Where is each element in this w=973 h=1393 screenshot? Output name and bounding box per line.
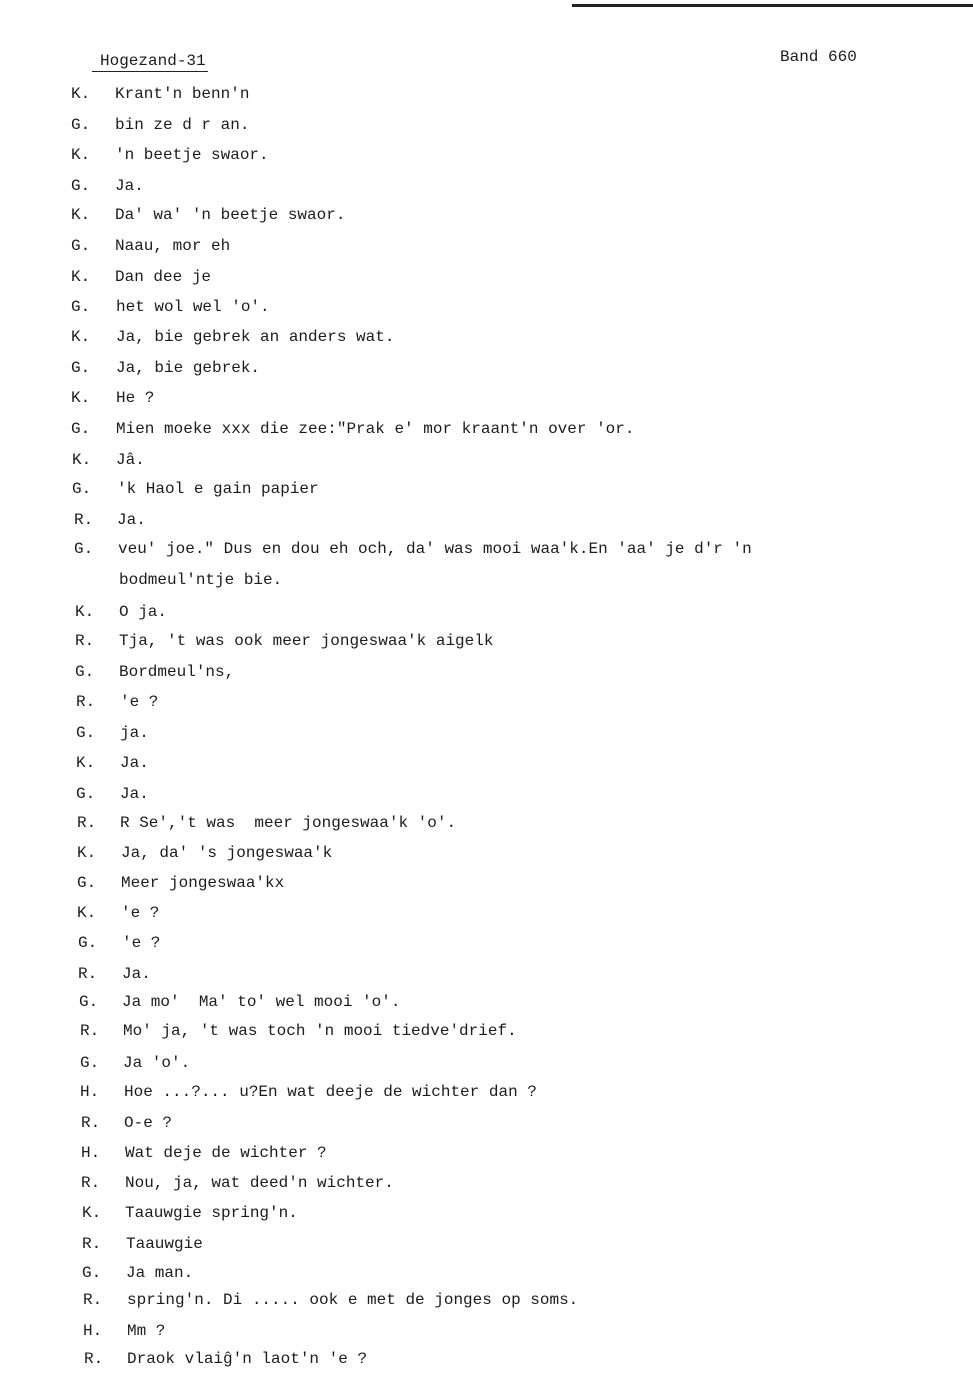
utterance-text: O-e ? xyxy=(124,1114,173,1132)
speaker-label: R. xyxy=(76,693,96,711)
speaker-label: K. xyxy=(77,844,97,862)
speaker-label: R. xyxy=(77,814,97,832)
speaker-label: K. xyxy=(72,451,92,469)
speaker-label: K. xyxy=(71,85,91,103)
speaker-label: G. xyxy=(71,116,91,134)
speaker-label: R. xyxy=(75,632,95,650)
speaker-label: H. xyxy=(83,1322,103,1340)
utterance-text: spring'n. Di ..... ook e met de jonges op soms. xyxy=(127,1291,579,1309)
speaker-label: G. xyxy=(71,420,91,438)
utterance-text: Ja mo' Ma' to' wel mooi 'o'. xyxy=(122,993,401,1011)
utterance-text: Wat deje de wichter ? xyxy=(125,1144,327,1162)
speaker-label: G. xyxy=(76,724,96,742)
speaker-label: G. xyxy=(76,785,96,803)
utterance-text: Dan dee je xyxy=(115,268,212,286)
utterance-text: Ja. xyxy=(120,785,149,803)
utterance-text: He ? xyxy=(116,389,155,407)
utterance-text: Ja man. xyxy=(126,1264,194,1282)
speaker-label: R. xyxy=(74,511,94,529)
speaker-label: H. xyxy=(80,1083,100,1101)
utterance-text: O ja. xyxy=(119,603,168,621)
speaker-label: K. xyxy=(71,206,91,224)
speaker-label: G. xyxy=(75,663,95,681)
utterance-text: veu' joe." Dus en dou eh och, da' was mooi waa'k.En 'aa' je d'r 'n xyxy=(118,540,752,558)
speaker-label: K. xyxy=(77,904,97,922)
utterance-text: 'n beetje swaor. xyxy=(115,146,269,164)
utterance-text: Tja, 't was ook meer jongeswaa'k aigelk xyxy=(119,632,494,650)
utterance-text: Bordmeul'ns, xyxy=(119,663,235,681)
utterance-text: R Se','t was meer jongeswaa'k 'o'. xyxy=(120,814,457,832)
speaker-label: K. xyxy=(71,389,91,407)
utterance-text: Mien moeke xxx die zee:"Prak e' mor kraant'n over 'or. xyxy=(116,420,635,438)
utterance-text: Ja. xyxy=(115,177,144,195)
speaker-label: K. xyxy=(71,268,91,286)
speaker-label: G. xyxy=(82,1264,102,1282)
utterance-text: Da' wa' 'n beetje swaor. xyxy=(115,206,346,224)
utterance-text: Krant'n benn'n xyxy=(115,85,250,103)
utterance-text: 'e ? xyxy=(120,693,159,711)
speaker-label: R. xyxy=(81,1174,101,1192)
speaker-label: K. xyxy=(82,1204,102,1222)
utterance-text: Ja, da' 's jongeswaa'k xyxy=(121,844,333,862)
document-title: Hogezand-31 xyxy=(92,52,208,72)
speaker-label: G. xyxy=(71,177,91,195)
speaker-label: G. xyxy=(74,540,94,558)
speaker-label: H. xyxy=(81,1144,101,1162)
utterance-text: Ja. xyxy=(120,754,149,772)
utterance-text: Ja. xyxy=(117,511,146,529)
speaker-label: G. xyxy=(71,237,91,255)
speaker-label: G. xyxy=(80,1054,100,1072)
utterance-text: het wol wel 'o'. xyxy=(116,298,270,316)
speaker-label: K. xyxy=(76,754,96,772)
speaker-label: R. xyxy=(83,1291,103,1309)
speaker-label: R. xyxy=(81,1114,101,1132)
band-number: Band 660 xyxy=(780,48,857,66)
utterance-text: Meer jongeswaa'kx xyxy=(121,874,285,892)
utterance-text: Naau, mor eh xyxy=(115,237,231,255)
speaker-label: G. xyxy=(71,298,91,316)
utterance-text: Ja, bie gebrek an anders wat. xyxy=(116,328,395,346)
utterance-text: Mo' ja, 't was toch 'n mooi tiedve'drief. xyxy=(123,1022,517,1040)
speaker-label: R. xyxy=(84,1350,104,1368)
speaker-label: R. xyxy=(78,965,98,983)
utterance-text: Nou, ja, wat deed'n wichter. xyxy=(125,1174,394,1192)
utterance-text: Jâ. xyxy=(116,451,145,469)
utterance-text: 'k Haol e gain papier xyxy=(117,480,319,498)
speaker-label: G. xyxy=(77,874,97,892)
utterance-text: Ja. xyxy=(122,965,151,983)
speaker-label: G. xyxy=(79,993,99,1011)
speaker-label: G. xyxy=(78,934,98,952)
utterance-text: bin ze d r an. xyxy=(115,116,250,134)
utterance-text: Draok vlaiĝ'n laot'n 'e ? xyxy=(127,1350,368,1368)
utterance-text: 'e ? xyxy=(122,934,161,952)
speaker-label: K. xyxy=(71,328,91,346)
utterance-text: ja. xyxy=(120,724,149,742)
utterance-text: 'e ? xyxy=(121,904,160,922)
speaker-label: K. xyxy=(71,146,91,164)
speaker-label: R. xyxy=(82,1235,102,1253)
utterance-text: Ja, bie gebrek. xyxy=(116,359,261,377)
speaker-label: G. xyxy=(72,480,92,498)
speaker-label: R. xyxy=(80,1022,100,1040)
utterance-text: Mm ? xyxy=(127,1322,166,1340)
speaker-label: K. xyxy=(75,603,95,621)
utterance-text: Ja 'o'. xyxy=(123,1054,191,1072)
top-rule xyxy=(572,4,973,7)
speaker-label: G. xyxy=(71,359,91,377)
continuation-line: bodmeul'ntje bie. xyxy=(119,571,283,589)
utterance-text: Taauwgie spring'n. xyxy=(125,1204,298,1222)
utterance-text: Hoe ...?... u?En wat deeje de wichter dan ? xyxy=(124,1083,537,1101)
utterance-text: Taauwgie xyxy=(126,1235,203,1253)
